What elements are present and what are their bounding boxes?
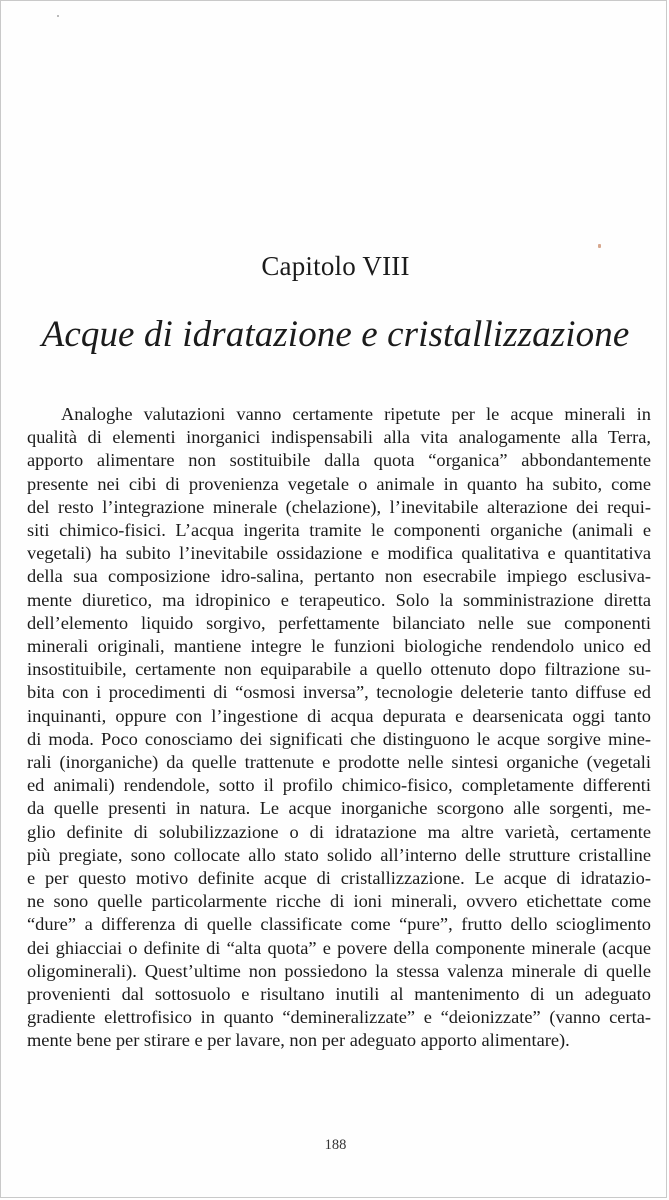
- ink-speck: [598, 244, 601, 248]
- text-line: dei ghiacciai o definite di “alta quota” e povere della componente minerale (acque: [27, 937, 651, 958]
- chapter-label: Capitolo VIII: [261, 251, 410, 281]
- page-number: 188: [324, 1137, 347, 1153]
- text-line: da quelle presenti in natura. Le acque inorganiche scorgono alle sorgenti, me-: [27, 798, 651, 819]
- text-line: e per questo motivo definite acque di cristallizzazione. Le acque di idratazio-: [27, 868, 651, 889]
- chapter-title: Acque di idratazione e cristallizzazione: [41, 314, 630, 355]
- print-speck: [57, 15, 59, 17]
- text-line: siti chimico-fisici. L’acqua ingerita tramite le componenti organiche (animali e: [27, 520, 651, 541]
- text-line: dell’elemento liquido sorgivo, perfettamente bilanciato nelle sue componenti: [27, 612, 651, 633]
- text-line: oligominerali). Quest’ultime non possiedono la stessa valenza minerale di quelle: [27, 960, 651, 981]
- text-line: mente bene per stirare e per lavare, non per adeguato apporto alimentare).: [27, 1030, 570, 1051]
- text-line: vegetali) ha subito l’inevitabile ossidazione e modifica qualitativa e quantitativa: [27, 543, 651, 564]
- text-line: ne sono quelle particolarmente ricche di ioni minerali, ovvero etichettate come: [27, 891, 651, 912]
- text-line: gradiente elettrofisico in quanto “demineralizzate” e “deionizzate” (vanno certa-: [27, 1007, 651, 1028]
- text-line: del resto l’integrazione minerale (chelazione), l’inevitabile alterazione dei requi-: [27, 496, 651, 517]
- text-line: di moda. Poco conosciamo dei significati che distinguono le acque sorgive mine-: [27, 728, 651, 749]
- text-line: mente diuretico, ma idropinico e terapeutico. Solo la somministrazione diretta: [27, 589, 651, 610]
- text-line: provenienti dal sottosuolo e risultano inutili al mantenimento di un adeguato: [27, 984, 651, 1005]
- text-line: glio definite di solubilizzazione o di idratazione ma altre varietà, certamente: [27, 821, 651, 842]
- text-line: insostituibile, certamente non equiparabile a quello ottenuto dopo filtrazione su-: [27, 659, 651, 680]
- text-line: presente nei cibi di provenienza vegetale o animale in quanto ha subito, come: [27, 473, 651, 494]
- text-line: rali (inorganiche) da quelle trattenute e prodotte nelle sintesi organiche (vegetali: [27, 752, 651, 773]
- text-line: Analoghe valutazioni vanno certamente ripetute per le acque minerali in: [61, 404, 651, 424]
- text-line: ed animali) rendendole, sotto il profilo chimico-fisico, completamente differenti: [27, 775, 651, 796]
- text-line: minerali originali, mantiene integre le funzioni biologiche rendendolo unico ed: [27, 636, 651, 657]
- text-line: bita con i procedimenti di “osmosi inversa”, tecnologie deleterie tanto diffuse ed: [27, 682, 651, 703]
- text-line: inquinanti, oppure con l’ingestione di acqua depurata e dearsenicata oggi tanto: [27, 705, 651, 726]
- text-line: più pregiate, sono collocate allo stato solido all’interno delle strutture cristalline: [27, 844, 651, 865]
- text-line: della sua composizione idro-salina, pertanto non esecrabile impiego esclusiva-: [27, 566, 651, 587]
- text-line: qualità di elementi inorganici indispensabili alla vita analogamente alla Terra,: [27, 427, 651, 448]
- text-line: apporto alimentare non sostituibile dalla quota “organica” abbondantemente: [27, 450, 651, 471]
- text-line: “dure” a differenza di quelle classificate come “pure”, frutto dello scioglimento: [27, 914, 651, 935]
- body-paragraph: [27, 403, 651, 1053]
